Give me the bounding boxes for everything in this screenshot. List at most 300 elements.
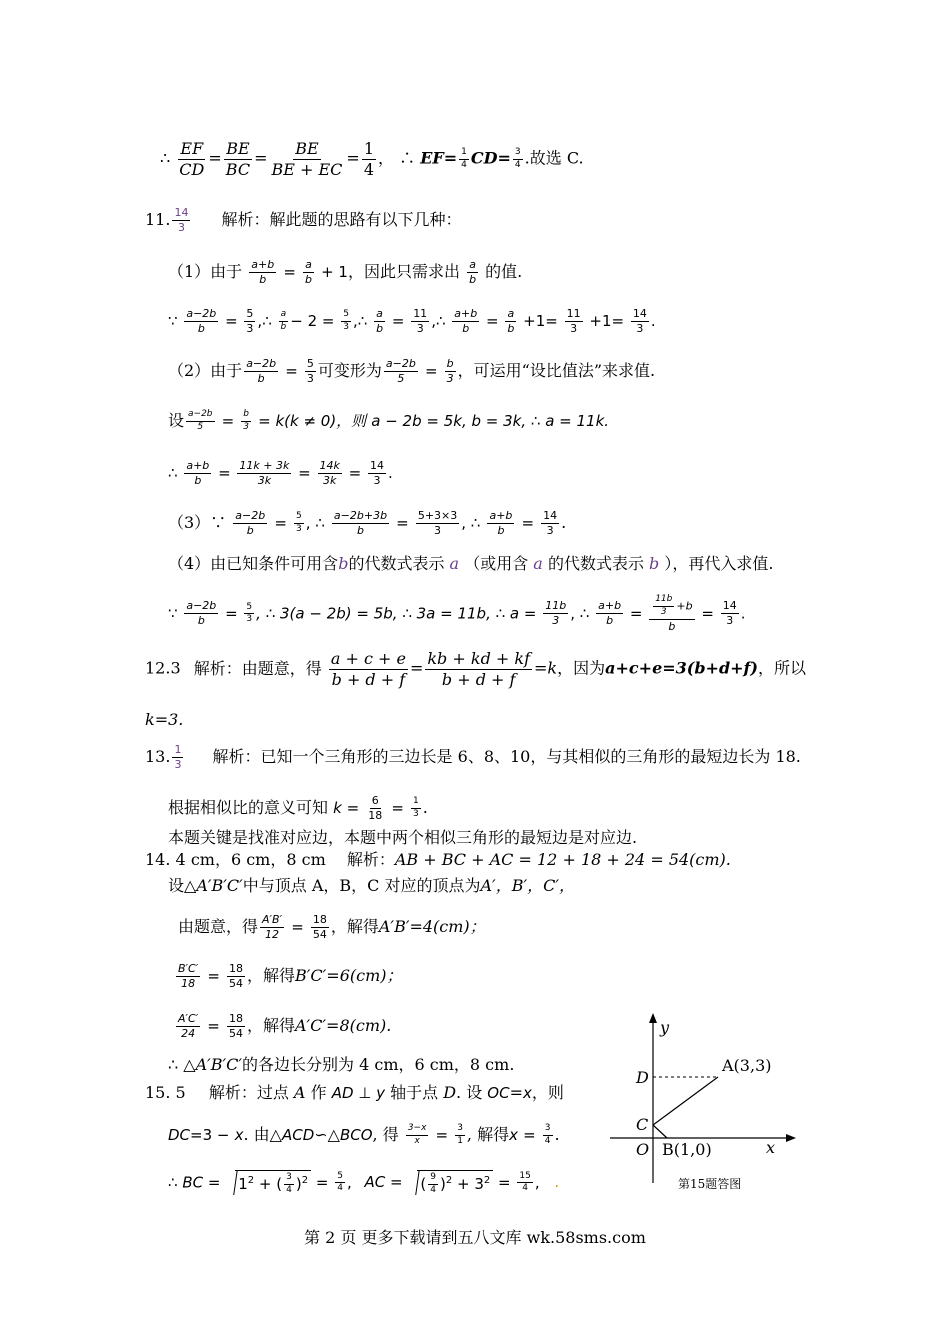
frac-num: 14k xyxy=(318,460,342,474)
text: ∽△ xyxy=(314,1124,340,1144)
text: D xyxy=(443,1083,457,1102)
frac-den: b xyxy=(305,273,312,287)
fraction xyxy=(452,308,479,335)
answer-text: 4 cm，6 cm，8 cm xyxy=(175,850,326,869)
text: = xyxy=(486,312,499,331)
question-number: 14. xyxy=(145,850,171,869)
fraction xyxy=(233,510,267,537)
frac-num: 14 xyxy=(721,600,739,614)
frac-den: b xyxy=(197,614,205,628)
text: ,∴ xyxy=(352,312,368,331)
text: =k xyxy=(534,658,558,678)
fraction xyxy=(517,1172,532,1195)
text: 解析： xyxy=(346,850,395,869)
frac-den: 5 xyxy=(397,372,405,386)
text: = xyxy=(391,312,405,331)
exponent: 2 xyxy=(483,1174,491,1186)
text: ( xyxy=(420,1174,427,1193)
text: A′，B′，C′， xyxy=(480,876,575,895)
fraction xyxy=(505,308,516,335)
fraction xyxy=(279,310,289,333)
fraction xyxy=(184,460,211,487)
text: x xyxy=(509,1125,518,1144)
frac-num: a+b xyxy=(487,510,514,524)
fraction xyxy=(244,308,255,335)
text: + 1 xyxy=(321,263,348,282)
figure-caption: 第15题答图 xyxy=(678,1177,742,1191)
text: = xyxy=(207,967,220,986)
frac-num: a−2b xyxy=(244,358,278,372)
frac-den: b xyxy=(497,524,505,538)
frac-num: 5 xyxy=(341,310,351,322)
text: OC xyxy=(487,1084,510,1102)
text: = xyxy=(225,604,238,623)
frac-den: 18 xyxy=(181,977,196,991)
therefore-symbol: ∴ xyxy=(160,148,171,168)
text: = xyxy=(274,514,287,533)
frac-den: 4 xyxy=(363,159,374,179)
sqrt-bc xyxy=(235,1170,311,1196)
therefore-symbol: ∴ xyxy=(399,148,416,168)
q14-line5 xyxy=(174,1013,391,1040)
frac-num: 3 xyxy=(284,1173,294,1185)
frac-den: b xyxy=(668,619,676,633)
var: a xyxy=(449,554,460,573)
therefore-symbol: ∴ xyxy=(168,464,178,483)
fraction xyxy=(260,914,284,941)
text: （3）∵ xyxy=(168,513,227,533)
text: 设△ xyxy=(168,876,197,895)
q14-line4 xyxy=(174,963,403,990)
frac-den: 3 xyxy=(246,322,254,336)
frac-den: b xyxy=(469,273,477,287)
frac-num: a−2b xyxy=(384,358,418,372)
text: . 由△ xyxy=(243,1124,282,1144)
text: = xyxy=(221,411,235,430)
fraction xyxy=(341,310,351,333)
frac-num: 18 xyxy=(311,914,329,928)
frac-num: a xyxy=(303,259,314,273)
frac-den: 4 xyxy=(522,1183,528,1194)
fraction-one-four xyxy=(362,140,376,178)
frac-den: 3 xyxy=(174,758,182,772)
var: b xyxy=(649,554,660,573)
text: = xyxy=(701,604,714,623)
q15-line1 xyxy=(145,1085,564,1101)
text: 由题意，得 xyxy=(178,917,259,937)
frac-den: b xyxy=(194,474,202,488)
frac-num: 5+3×3 xyxy=(416,510,459,524)
fraction xyxy=(227,963,245,990)
choose-text: .故选 C. xyxy=(524,148,584,168)
text: 中与顶点 A，B，C 对应的顶点为 xyxy=(242,876,481,895)
text: = xyxy=(218,464,231,483)
fraction-ef-cd xyxy=(177,140,206,178)
text: +1= xyxy=(523,312,558,331)
frac-num: 15 xyxy=(517,1172,532,1184)
text: A′C′=8(cm). xyxy=(294,1016,392,1036)
frac-den: 3 xyxy=(343,322,349,333)
fraction-small xyxy=(513,148,523,171)
frac-den: 3k xyxy=(257,474,272,488)
question-number: 12.3 xyxy=(145,658,181,678)
frac-num: a xyxy=(374,308,385,322)
nested-fraction xyxy=(649,595,694,633)
frac-num: 1 xyxy=(411,797,421,809)
q15-figure xyxy=(610,1013,810,1193)
frac-den: 3 xyxy=(373,474,381,488)
frac-num: a+b xyxy=(184,460,211,474)
frac-num xyxy=(649,595,694,620)
frac-den: b xyxy=(259,273,267,287)
fraction xyxy=(455,1124,465,1147)
text: 根据相似比的意义可知 xyxy=(168,798,329,818)
fraction xyxy=(227,1013,245,1040)
text: ），再代入求值. xyxy=(664,554,774,573)
frac-den: 3 xyxy=(726,614,734,628)
frac-den: 3 xyxy=(636,322,644,336)
fraction-be-bc xyxy=(224,140,252,178)
text: = xyxy=(207,1017,220,1036)
frac-num: 3 xyxy=(513,148,523,160)
frac-den: b + d + f xyxy=(331,669,406,689)
frac-num: a+b xyxy=(249,259,276,273)
x-axis-arrow xyxy=(786,1134,796,1142)
question-number: 11. xyxy=(145,210,171,230)
text: − 2 = xyxy=(290,312,335,331)
frac-den: x xyxy=(414,1135,420,1146)
fraction xyxy=(366,795,384,822)
text: 可变形为 xyxy=(317,361,382,381)
frac-num: 11b xyxy=(543,600,568,614)
text: ，因此只需求出 xyxy=(347,262,460,282)
text: A′B′=4(cm)； xyxy=(378,917,486,937)
frac-den: 54 xyxy=(312,928,327,942)
text: , ∴ 3(a − 2b) = 5b, ∴ 3a = 11b, ∴ a = xyxy=(256,604,537,623)
fraction xyxy=(487,510,514,537)
frac-num: 14 xyxy=(631,308,649,322)
fraction xyxy=(176,963,200,990)
frac-den: b xyxy=(257,372,265,386)
frac-num: a−2b xyxy=(233,510,267,524)
text: = xyxy=(315,1173,329,1192)
frac-num: 11k + 3k xyxy=(237,460,291,474)
page-footer: 第 2 页 更多下载请到五八文库 wk.58sms.com xyxy=(304,1228,646,1247)
q11-method2-line3 xyxy=(168,460,393,487)
fraction-small xyxy=(459,148,469,171)
frac-den: b xyxy=(197,322,205,336)
frac-den: 3 xyxy=(243,421,250,432)
frac-den: 4 xyxy=(286,1184,292,1195)
exponent: 2 xyxy=(247,1174,255,1186)
text: x xyxy=(522,1084,532,1102)
fraction xyxy=(318,460,342,487)
frac-den: 5 xyxy=(197,421,204,432)
exponent: 2 xyxy=(445,1174,453,1186)
frac-num: a−2b xyxy=(186,410,215,422)
fraction xyxy=(406,1124,429,1147)
fraction xyxy=(416,510,459,537)
fraction xyxy=(332,510,389,537)
text: 的代数式表示 xyxy=(348,554,445,573)
fraction xyxy=(411,797,421,820)
text: . xyxy=(740,604,746,623)
text: AC = xyxy=(364,1173,403,1192)
frac-den: b xyxy=(507,322,515,336)
frac-den: 4 xyxy=(514,159,521,170)
text: ，解得 xyxy=(246,1016,295,1036)
fraction xyxy=(244,358,278,385)
text: 解析：过点 xyxy=(208,1083,289,1102)
text: 的值. xyxy=(485,262,523,282)
text: , xyxy=(534,1173,540,1192)
fraction xyxy=(411,308,429,335)
frac-num: 5 xyxy=(294,512,304,524)
text: = xyxy=(225,312,238,331)
therefore-symbol: ∴ xyxy=(168,1173,178,1192)
frac-num: a−2b xyxy=(184,308,218,322)
frac-num: B′C′ xyxy=(176,963,200,977)
frac-den: 3 xyxy=(660,606,667,617)
text: AB + BC + AC = 12 + 18 + 24 = 54(cm). xyxy=(394,850,731,869)
frac-num: 18 xyxy=(227,963,245,977)
text: . xyxy=(422,798,428,818)
answer-fraction xyxy=(172,744,183,771)
ef-label: EF= xyxy=(420,148,458,168)
frac-num: BE xyxy=(295,139,319,158)
frac-num: 1 xyxy=(363,139,374,158)
frac-num: 14 xyxy=(541,510,559,524)
text: （4）由已知条件可用含 xyxy=(168,554,339,573)
frac-num: 1 xyxy=(459,148,469,160)
fraction xyxy=(445,358,456,385)
frac-den: 3 xyxy=(546,524,554,538)
text: = xyxy=(396,514,409,533)
text: ，解得 xyxy=(330,917,379,937)
frac-num: 3 xyxy=(543,1124,553,1136)
text: ACD xyxy=(281,1125,315,1144)
frac-den: 3 xyxy=(177,221,185,235)
var: b xyxy=(338,554,349,573)
segment-ac xyxy=(653,1077,718,1125)
frac-num: a xyxy=(505,308,516,322)
text: = xyxy=(435,1125,449,1144)
text: . xyxy=(650,312,656,331)
text: +1= xyxy=(589,312,625,331)
d-label: D xyxy=(636,1068,649,1087)
text: ，所以 xyxy=(758,658,807,678)
text: , ∴ xyxy=(305,514,325,533)
text: 的各边长分别为 4 cm，6 cm，8 cm. xyxy=(242,1055,515,1074)
text: . xyxy=(561,513,567,533)
text: 解析：由题意，得 xyxy=(193,658,322,678)
fraction xyxy=(184,600,218,627)
fraction xyxy=(294,512,304,535)
y-label: y xyxy=(660,1018,670,1037)
q14-line1 xyxy=(145,852,731,868)
a-label: A(3,3) xyxy=(722,1056,772,1075)
text: （或用含 xyxy=(464,554,529,573)
text: BC = xyxy=(182,1173,221,1192)
q14-line3 xyxy=(178,914,486,941)
frac-num: kb + kd + kf xyxy=(427,649,531,668)
text: ，可运用“设比值法”来求值. xyxy=(457,361,656,381)
text: = xyxy=(629,604,643,623)
q13-line3: 本题关键是找准对应边，本题中两个相似三角形的最短边是对应边. xyxy=(168,828,638,847)
frac-den: 3 xyxy=(416,322,424,336)
frac-num: 5 xyxy=(244,308,255,322)
fraction xyxy=(303,259,314,286)
q12-line1 xyxy=(145,650,806,688)
because-symbol: ∵ xyxy=(168,312,178,331)
text: A′B′C′ xyxy=(196,876,243,895)
fraction xyxy=(428,1173,438,1196)
frac-num: a xyxy=(467,259,478,273)
frac-den: b xyxy=(280,322,287,333)
frac-num: 1 xyxy=(172,744,183,758)
fraction xyxy=(329,650,408,688)
text: 的代数式表示 xyxy=(547,554,644,573)
fraction xyxy=(237,460,291,487)
q12-line2: k=3. xyxy=(145,710,184,729)
fraction xyxy=(425,650,532,688)
text: a − 2b = 5k, b = 3k, ∴ a = 11k. xyxy=(371,411,610,430)
fraction xyxy=(176,1013,200,1040)
frac-den: 18 xyxy=(368,809,383,823)
frac-den: b + d + f xyxy=(441,669,516,689)
text: a+c+e=3(b+d+f) xyxy=(605,658,758,678)
text: 设 xyxy=(168,410,185,430)
frac-den: b xyxy=(357,524,364,538)
fraction xyxy=(541,510,559,537)
because-symbol: ∵ xyxy=(168,604,178,623)
frac-num: a+b xyxy=(452,308,479,322)
fraction xyxy=(543,1124,553,1147)
text: = xyxy=(523,1125,536,1144)
text: ) xyxy=(439,1174,446,1193)
frac-num: 11 xyxy=(565,308,583,322)
frac-num: b xyxy=(445,358,456,372)
fraction xyxy=(374,308,385,335)
inner-fraction xyxy=(653,595,674,618)
fraction xyxy=(305,358,316,385)
q11-method1-line1 xyxy=(168,259,522,286)
q15-line3 xyxy=(168,1170,559,1196)
frac-den: 12 xyxy=(265,928,280,942)
text: =3 − xyxy=(190,1125,230,1144)
frac-num: a−2b xyxy=(184,600,218,614)
cd-label: CD= xyxy=(470,148,511,168)
text: , 解得 xyxy=(466,1124,510,1144)
text: = xyxy=(391,799,404,818)
text: . xyxy=(554,1124,560,1144)
frac-den: 3 xyxy=(246,614,253,625)
text: , 得 xyxy=(372,1124,399,1144)
text: . xyxy=(388,464,393,483)
fraction-be-bepec xyxy=(269,140,344,178)
frac-den: b xyxy=(376,322,384,336)
analysis-intro: 解析：解此题的思路有以下几种： xyxy=(221,210,462,230)
frac-den: 24 xyxy=(181,1027,196,1041)
frac-num: 11 xyxy=(411,308,429,322)
frac-num: EF xyxy=(180,139,204,158)
text: A xyxy=(293,1083,306,1102)
q13-line2 xyxy=(168,795,428,822)
question-number: 13. xyxy=(145,747,171,767)
text: k = xyxy=(333,799,360,818)
fraction xyxy=(543,600,568,627)
fraction xyxy=(284,1173,294,1196)
text: + 3 xyxy=(457,1174,484,1193)
frac-num: 18 xyxy=(227,1013,245,1027)
text: = xyxy=(521,514,535,533)
frac-num: 9 xyxy=(428,1173,438,1185)
o-label: O xyxy=(636,1140,650,1159)
text: ,∴ xyxy=(257,312,272,331)
text: ，因为 xyxy=(557,658,606,678)
frac-num: BE xyxy=(226,139,250,158)
frac-den: 4 xyxy=(544,1135,551,1146)
text: 解析：已知一个三角形的三边长是 6、8、10，与其相似的三角形的最短边长为 18. xyxy=(212,747,801,767)
fraction xyxy=(186,410,215,433)
frac-num: 5 xyxy=(335,1172,345,1184)
c-label: C xyxy=(636,1115,649,1134)
q11-header xyxy=(145,207,462,234)
frac-num: A′C′ xyxy=(176,1013,200,1027)
frac-num: 3−x xyxy=(406,1124,429,1136)
fraction xyxy=(244,603,254,626)
frac-den: b xyxy=(462,322,470,336)
fraction xyxy=(631,308,649,335)
frac-num: b xyxy=(241,410,251,422)
fraction xyxy=(721,600,739,627)
text: BCO xyxy=(339,1125,373,1144)
text: = xyxy=(424,362,438,381)
frac-num: 11b xyxy=(653,595,674,607)
fraction xyxy=(565,308,583,335)
segment-cb xyxy=(653,1125,667,1138)
text: . 设 xyxy=(456,1083,483,1102)
y-axis-arrow xyxy=(649,1013,657,1023)
frac-den: 3k xyxy=(323,474,337,488)
frac-num: 3 xyxy=(455,1124,465,1136)
fraction xyxy=(368,460,386,487)
text: = k(k ≠ 0)，则 xyxy=(258,411,367,430)
text: （2）由于 xyxy=(168,361,243,381)
text: ，解得 xyxy=(247,966,296,986)
q11-method1-line2 xyxy=(168,308,656,335)
q11-method2-line2 xyxy=(168,410,609,433)
frac-den: 54 xyxy=(229,977,243,991)
frac-den: 4 xyxy=(337,1183,343,1194)
fraction xyxy=(249,259,276,286)
text: = xyxy=(283,263,296,282)
text: . xyxy=(554,1173,560,1192)
fraction xyxy=(335,1172,345,1195)
q11-method3 xyxy=(168,510,566,537)
frac-den: 3 xyxy=(446,372,454,386)
q11-method2-line1 xyxy=(168,358,655,385)
answer-fraction xyxy=(172,207,190,234)
b-label: B(1,0) xyxy=(662,1140,712,1159)
text: = xyxy=(509,1083,523,1102)
q14-line6 xyxy=(168,1057,514,1073)
text: = xyxy=(298,464,311,483)
frac-den: b xyxy=(606,614,614,628)
frac-num: 5 xyxy=(244,603,254,615)
frac-num: 6 xyxy=(370,795,381,809)
frac-den: 3 xyxy=(413,809,419,820)
